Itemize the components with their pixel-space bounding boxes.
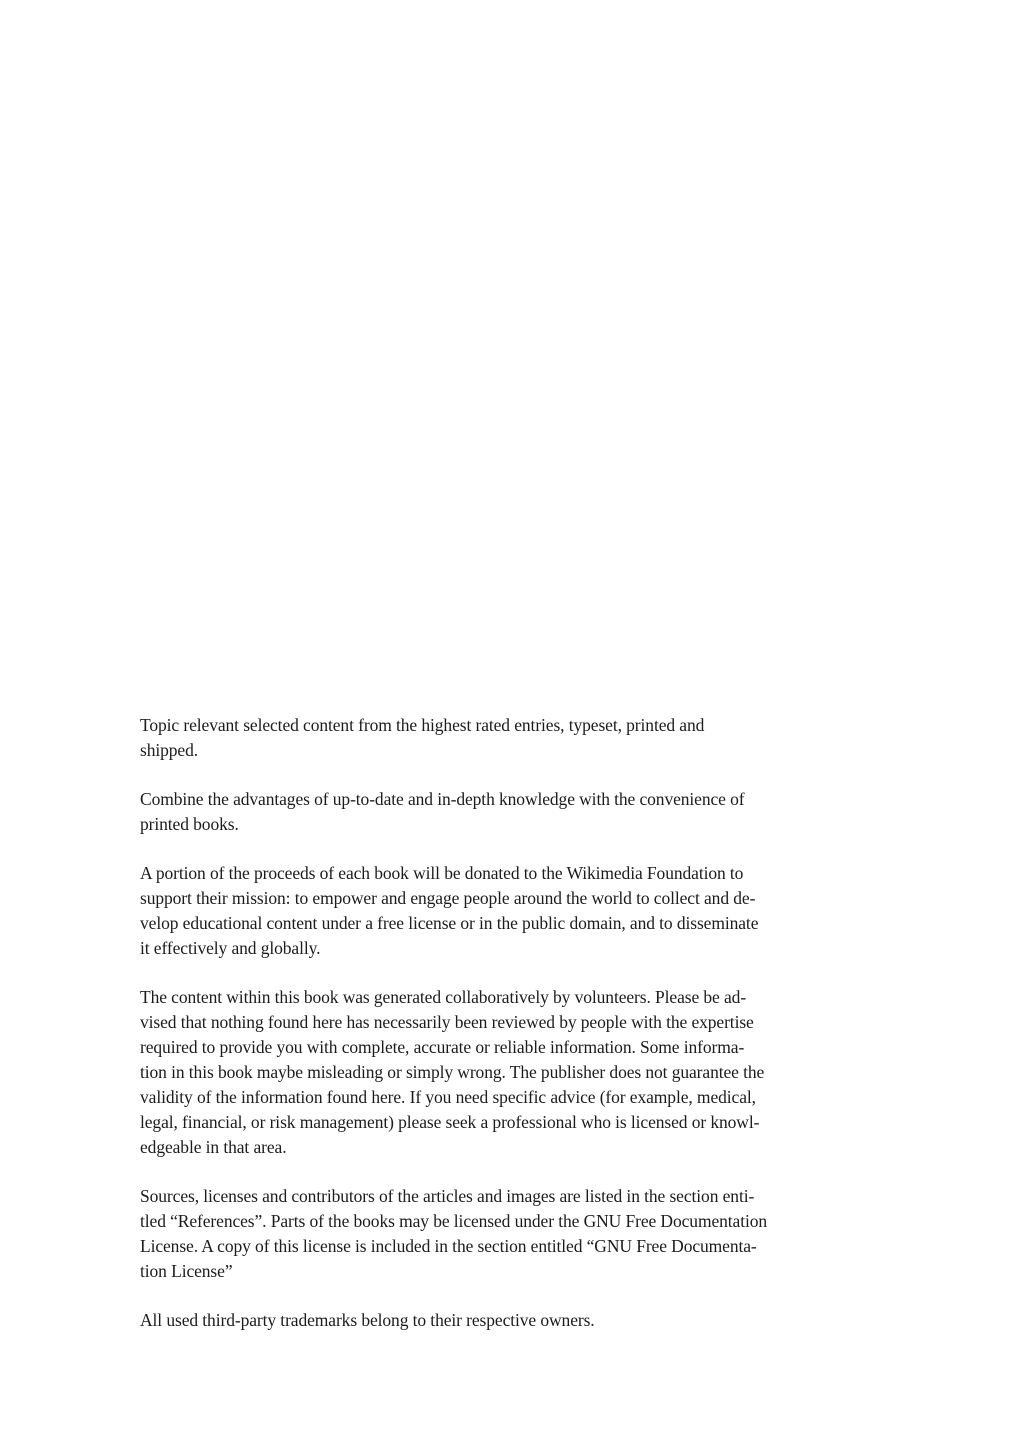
text-line: Sources, licenses and contributors of the articles and images are listed in the section enti- [140,1186,755,1206]
paragraph [140,861,900,961]
paragraph [140,787,900,837]
text-line: velop educational content under a free license or in the public domain, and to disseminate [140,913,759,933]
text-line: The content within this book was generated collaboratively by volunteers. Please be ad- [140,987,747,1007]
text-line: tled “References”. Parts of the books may be licensed under the GNU Free Documentation [140,1211,768,1231]
text-line: Topic relevant selected content from the highest rated entries, typeset, printed and [140,715,705,735]
text-line: shipped. [140,740,199,760]
text-line: printed books. [140,814,239,834]
text-line: validity of the information found here. If you need specific advice (for example, medical, [140,1087,756,1107]
text-line: support their mission: to empower and engage people around the world to collect and de- [140,888,756,908]
paragraph [140,713,900,763]
paragraph [140,1308,900,1333]
text-line: vised that nothing found here has necessarily been reviewed by people with the expertise [140,1012,754,1032]
text-line: License. A copy of this license is included in the section entitled “GNU Free Documenta- [140,1236,757,1256]
text-line: Combine the advantages of up-to-date and in-depth knowledge with the convenience of [140,789,745,809]
text-line: All used third-party trademarks belong to their respective owners. [140,1310,595,1330]
text-line: required to provide you with complete, accurate or reliable information. Some informa- [140,1037,745,1057]
text-line: tion in this book maybe misleading or simply wrong. The publisher does not guarantee the [140,1062,765,1082]
paragraph [140,985,900,1160]
text-line: edgeable in that area. [140,1137,287,1157]
document-body [140,713,900,1357]
paragraph [140,1184,900,1284]
text-line: legal, financial, or risk management) please seek a professional who is licensed or knowl- [140,1112,760,1132]
text-line: it effectively and globally. [140,938,321,958]
text-line: tion License” [140,1261,233,1281]
text-line: A portion of the proceeds of each book will be donated to the Wikimedia Foundation to [140,863,744,883]
